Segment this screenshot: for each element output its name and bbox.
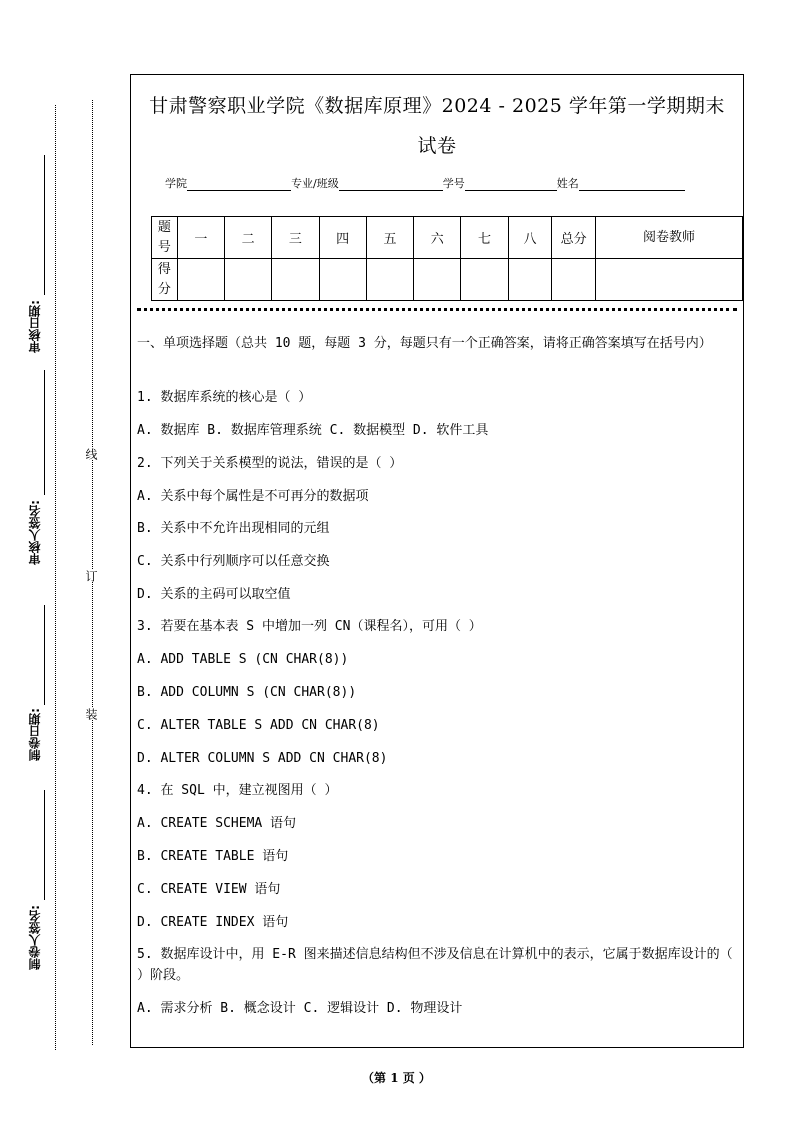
name-label: 姓名: [556, 177, 579, 190]
question-line: B. 关系中不允许出现相同的元组: [137, 521, 330, 536]
score-cell-grader[interactable]: [596, 259, 743, 301]
exam-title-line1: 甘肃警察职业学院《数据库原理》2024 - 2025 学年第一学期期末: [149, 95, 725, 117]
binding-char-line: 线: [84, 448, 98, 460]
compile-date-blank: [44, 605, 45, 705]
section1-heading: 一、单项选择题（总共 10 题，每题 3 分，每题只有一个正确答案，请将正确答案填写在括号内）: [137, 336, 712, 351]
question-line: 4. 在 SQL 中，建立视图用（ ）: [137, 783, 338, 798]
question-line: A. ADD TABLE S (CN CHAR(8)): [137, 652, 349, 667]
question-line: C. CREATE VIEW 语句: [137, 882, 281, 897]
compile-date-label: 制卷日期:: [28, 708, 42, 761]
score-cell[interactable]: [319, 259, 366, 301]
col-grader: 阅卷教师: [596, 217, 743, 259]
score-cell[interactable]: [224, 259, 271, 301]
student-id-blank[interactable]: [465, 178, 557, 191]
score-cell[interactable]: [177, 259, 224, 301]
question-number-label: 题号: [152, 217, 178, 259]
reviewer-signature-label: 审核人签名:: [28, 500, 42, 565]
question-5: 5. 数据库设计中，用 E-R 图来描述信息结构但不涉及信息在计算机中的表示，它属于数据库设计的（ ）阶段。: [137, 947, 733, 983]
score-table-score-row: [152, 259, 743, 301]
binding-char-staple: 订: [84, 570, 98, 582]
dotted-cut-line-left: [55, 105, 56, 1050]
page-footer: （第 1 页 ）: [362, 1071, 431, 1085]
score-cell[interactable]: [414, 259, 461, 301]
name-blank[interactable]: [579, 178, 685, 191]
college-label: 学院: [165, 177, 187, 190]
question-line: B. ADD COLUMN S (CN CHAR(8)): [137, 685, 357, 700]
question-line: B. CREATE TABLE 语句: [137, 849, 289, 864]
score-cell[interactable]: [461, 259, 508, 301]
question-line: A. CREATE SCHEMA 语句: [137, 816, 297, 831]
score-cell[interactable]: [272, 259, 319, 301]
student-info-row: [165, 175, 685, 191]
reviewer-signature-blank: [44, 370, 45, 495]
score-cell[interactable]: [508, 259, 552, 301]
college-blank[interactable]: [187, 178, 291, 191]
score-cell[interactable]: [366, 259, 413, 301]
col-2: 二: [224, 217, 271, 259]
col-4: 四: [319, 217, 366, 259]
score-table: [151, 216, 743, 301]
exam-frame: [130, 74, 744, 1048]
dotted-separator: [137, 308, 737, 311]
student-id-label: 学号: [442, 177, 465, 190]
question-line: D. 关系的主码可以取空值: [137, 587, 291, 602]
compiler-signature-blank: [44, 790, 45, 900]
col-1: 一: [177, 217, 224, 259]
review-date-blank: [44, 155, 45, 295]
exam-title-line2: 试卷: [417, 135, 457, 157]
col-8: 八: [508, 217, 552, 259]
col-5: 五: [366, 217, 413, 259]
question-line: C. ALTER TABLE S ADD CN CHAR(8): [137, 718, 380, 733]
question-line: 3. 若要在基本表 S 中增加一列 CN（课程名），可用（ ）: [137, 619, 482, 634]
question-line: 2. 下列关于关系模型的说法，错误的是（ ）: [137, 456, 403, 471]
question-line: D. ALTER COLUMN S ADD CN CHAR(8): [137, 751, 388, 766]
col-6: 六: [414, 217, 461, 259]
score-label: 得分: [152, 259, 178, 301]
question-line: A. 数据库 B. 数据库管理系统 C. 数据模型 D. 软件工具: [137, 423, 489, 438]
compiler-signature-label: 制卷人签名:: [28, 905, 42, 970]
major-class-blank[interactable]: [339, 178, 443, 191]
question-line: C. 关系中行列顺序可以任意交换: [137, 554, 330, 569]
col-3: 三: [272, 217, 319, 259]
score-cell-total[interactable]: [552, 259, 596, 301]
score-table-header-row: [152, 217, 743, 259]
question-5-options: A. 需求分析 B. 概念设计 C. 逻辑设计 D. 物理设计: [137, 1001, 463, 1016]
binding-char-bind: 装: [84, 708, 98, 720]
question-line: D. CREATE INDEX 语句: [137, 915, 289, 930]
col-total: 总分: [552, 217, 596, 259]
question-line: A. 关系中每个属性是不可再分的数据项: [137, 489, 369, 504]
major-class-label: 专业/班级: [291, 177, 339, 190]
question-line: 1. 数据库系统的核心是（ ）: [137, 390, 312, 405]
col-7: 七: [461, 217, 508, 259]
review-date-label: 审核日期:: [28, 300, 42, 353]
